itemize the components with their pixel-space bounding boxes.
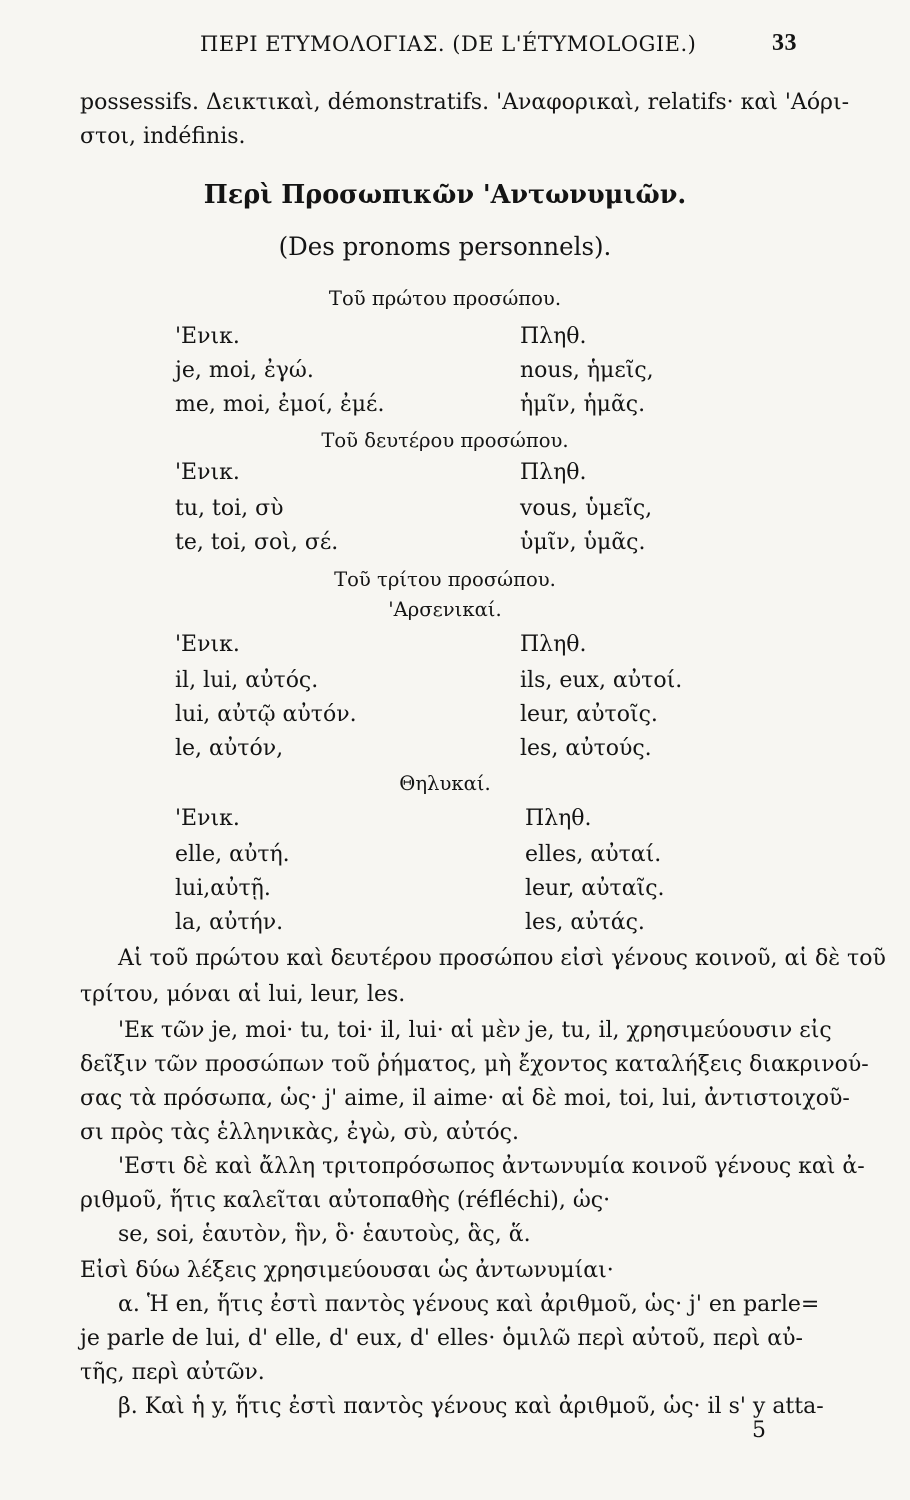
pronoun-singular: je, moi, ἐγώ.	[175, 358, 314, 383]
feminine-heading: Θηλυκαί.	[399, 771, 491, 795]
body-line: 'Εκ τῶν je, moi· tu, toi· il, lui· αἱ μὲν je, tu, il, χρησιμεύουσιν εἰς	[118, 1018, 832, 1043]
body-line: je parle de lui, d' elle, d' eux, d' elles· ὁμιλῶ περὶ αὐτοῦ, περὶ αὐ-	[80, 1326, 803, 1351]
plural-label: Πληθ.	[525, 806, 592, 831]
signature-mark: 5	[752, 1418, 766, 1443]
pronoun-plural: leur, αὐταῖς.	[525, 876, 665, 901]
section-title-greek: Περὶ Προσωπικῶν 'Αντωνυμιῶν.	[203, 180, 687, 210]
body-line: σι πρὸς τὰς ἑλληνικὰς, ἐγὼ, σὺ, αὐτός.	[80, 1120, 519, 1145]
pronoun-singular: me, moi, ἐμοί, ἐμέ.	[175, 392, 385, 417]
singular-label: 'Ενικ.	[175, 460, 240, 485]
intro-line: possessifs. Δεικτικαὶ, démonstratifs. 'Αναφορικαὶ, relatifs· καὶ 'Αόρι-	[80, 90, 850, 115]
body-line: β. Καὶ ἡ y, ἥτις ἐστὶ παντὸς γένους καὶ ἀριθμοῦ, ὡς· il s' y atta-	[118, 1394, 824, 1419]
section-title-french: (Des pronoms personnels).	[278, 232, 612, 261]
second-person-heading: Τοῦ δευτέρου προσώπου.	[321, 428, 569, 452]
pronoun-singular: il, lui, αὐτός.	[175, 668, 319, 693]
pronoun-singular: elle, αὐτή.	[175, 842, 290, 867]
singular-label: 'Ενικ.	[175, 806, 240, 831]
plural-label: Πληθ.	[520, 324, 587, 349]
pronoun-plural: vous, ὑμεῖς,	[520, 496, 653, 521]
pronoun-singular: lui,αὐτῇ.	[175, 876, 271, 901]
pronoun-plural: leur, αὐτοῖς.	[520, 702, 658, 727]
pronoun-plural: les, αὐτάς.	[525, 910, 645, 935]
body-line: σας τὰ πρόσωπα, ὡς· j' aime, il aime· αἱ δὲ moi, toi, lui, ἀντιστοιχοῦ-	[80, 1086, 850, 1111]
pronoun-singular: lui, αὐτῷ αὐτόν.	[175, 702, 357, 727]
pronoun-plural: ils, eux, αὐτοί.	[520, 668, 683, 693]
pronoun-plural: ὑμῖν, ὑμᾶς.	[520, 530, 646, 555]
pronoun-singular: tu, toi, σὺ	[175, 496, 284, 521]
page-header	[200, 32, 800, 66]
body-line: δεῖξιν τῶν προσώπων τοῦ ῥήματος, μὴ ἔχοντος καταλήξεις διακρινού-	[80, 1052, 869, 1077]
singular-label: 'Ενικ.	[175, 324, 240, 349]
plural-label: Πληθ.	[520, 632, 587, 657]
pronoun-plural: nous, ἡμεῖς,	[520, 358, 654, 383]
body-line: Εἰσὶ δύω λέξεις χρησιμεύουσαι ὡς ἀντωνυμίαι·	[80, 1258, 614, 1283]
pronoun-plural: ἡμῖν, ἡμᾶς.	[520, 392, 646, 417]
pronoun-plural: les, αὐτούς.	[520, 736, 652, 761]
body-line: Αἱ τοῦ πρώτου καὶ δευτέρου προσώπου εἰσὶ γένους κοινοῦ, αἱ δὲ τοῦ	[118, 946, 886, 971]
intro-line: στοι, indéfinis.	[80, 124, 246, 149]
body-line: α. Ἡ en, ἥτις ἐστὶ παντὸς γένους καὶ ἀριθμοῦ, ὡς· j' en parle=	[118, 1292, 820, 1317]
singular-label: 'Ενικ.	[175, 632, 240, 657]
pronoun-plural: elles, αὐταί.	[525, 842, 662, 867]
pronoun-singular: te, toi, σοὶ, σέ.	[175, 530, 339, 555]
body-line: τρίτου, μόναι αἱ lui, leur, les.	[80, 982, 406, 1007]
running-title: ΠΕΡΙ ΕΤΥΜΟΛΟΓΙΑΣ. (DE L'ÉTYMOLOGIE.)	[200, 32, 697, 56]
body-line: ριθμοῦ, ἥτις καλεῖται αὐτοπαθὴς (réfléchi), ὡς·	[80, 1188, 611, 1213]
body-line: τῆς, περὶ αὐτῶν.	[80, 1360, 265, 1385]
pronoun-singular: la, αὐτήν.	[175, 910, 284, 935]
body-line: 'Εστι δὲ καὶ ἄλλη τριτοπρόσωπος ἀντωνυμία κοινοῦ γένους καὶ ἀ-	[118, 1154, 865, 1179]
page-number: 33	[772, 30, 797, 56]
first-person-heading: Τοῦ πρώτου προσώπου.	[328, 286, 562, 310]
pronoun-singular: le, αὐτόν,	[175, 736, 284, 761]
masculine-heading: 'Αρσενικαί.	[388, 597, 502, 621]
body-line: se, soi, ἑαυτὸν, ἣν, ὃ· ἑαυτοὺς, ἃς, ἅ.	[118, 1222, 531, 1247]
third-person-heading: Τοῦ τρίτου προσώπου.	[334, 567, 556, 591]
plural-label: Πληθ.	[520, 460, 587, 485]
